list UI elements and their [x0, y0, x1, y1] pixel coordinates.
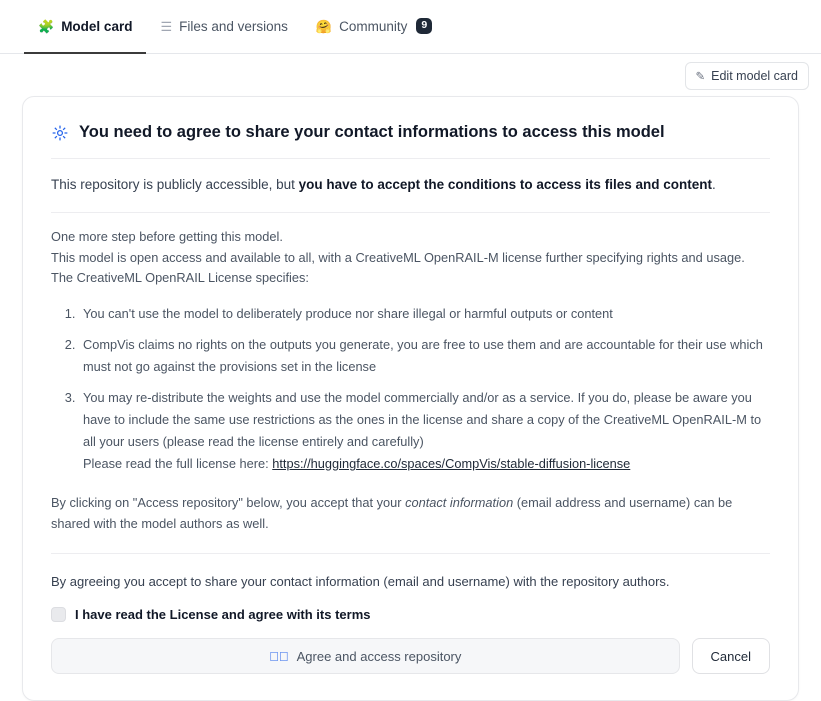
hugging-face-icon: 🤗: [315, 18, 333, 34]
license-agree-checkbox[interactable]: [51, 607, 66, 622]
gate-title-row: [51, 123, 770, 159]
tab-model-card-label: Model card: [61, 18, 133, 34]
consent-part-1: By clicking on "Access repository" below, you accept that your: [51, 495, 406, 511]
consent-part-2: (email address and username) can be shared with the model authors as well.: [51, 495, 733, 531]
tab-community-label: Community: [339, 18, 408, 34]
gate-paragraph-2: This model is open access and available to all, with a CreativeML OpenRAIL-M license further specifying rights and usage.: [51, 249, 745, 265]
agree-and-access-repository-button[interactable]: [51, 638, 680, 674]
cube-icon: 🧩: [38, 18, 55, 34]
license-agreement-row: [51, 607, 770, 622]
contact-consent-text: [51, 493, 770, 553]
edit-model-card-label: Edit model card: [711, 69, 798, 83]
license-term-2: CompVis claims no rights on the outputs you generate, you are free to use them and are accountable for their use which must not go against the provisions set in the license: [83, 337, 763, 375]
license-terms-list: [51, 303, 770, 475]
gate-lead-bold: you have to accept the conditions to access its files and content: [298, 177, 712, 192]
license-term-1: You can't use the model to deliberately produce nor share illegal or harmful outputs or content: [83, 306, 613, 322]
tab-community[interactable]: [302, 0, 446, 54]
file-list-icon: ☰: [160, 18, 173, 34]
gate-lead-prefix: This repository is publicly accessible, but: [51, 177, 299, 192]
page-title: You need to agree to share your contact informations to access this model: [79, 123, 665, 141]
consent-italic: contact information: [405, 495, 514, 511]
tab-bar: [0, 0, 821, 54]
community-count-badge: 9: [416, 18, 432, 34]
gate-paragraph-3: The CreativeML OpenRAIL License specifies:: [51, 270, 309, 286]
check-circle-icon: ✓⃝: [269, 648, 289, 664]
edit-toolbar: [0, 54, 821, 90]
agree-button-label: Agree and access repository: [296, 648, 462, 664]
cancel-button[interactable]: Cancel: [692, 638, 770, 674]
tab-model-card[interactable]: [24, 0, 146, 54]
gate-settings-icon: [51, 124, 69, 142]
license-link-prefix: Please read the full license here:: [83, 456, 273, 472]
gate-lead-suffix: .: [711, 177, 716, 192]
gate-actions: [51, 638, 770, 674]
license-term-3: You may re-distribute the weights and use the model commercially and/or as a service. If you do, please be aware you have to include the same use restrictions as the ones in the license and share a copy of the CreativeML OpenRAIL-M to all your users (please read the license entirely and carefully): [83, 390, 762, 450]
pencil-icon: ✎: [695, 71, 706, 83]
gated-model-card: [22, 96, 799, 701]
tab-files-and-versions-label: Files and versions: [179, 18, 288, 34]
list-item: [79, 303, 770, 325]
list-item: [79, 334, 770, 378]
edit-model-card-button[interactable]: [685, 62, 810, 90]
list-item: [79, 387, 770, 475]
agreement-summary-text: By agreeing you accept to share your contact information (email and username) with the repository authors.: [51, 573, 670, 589]
tab-files-and-versions[interactable]: [146, 0, 301, 54]
full-license-link[interactable]: https://huggingface.co/spaces/CompVis/stable-diffusion-license: [272, 456, 631, 472]
gate-paragraph-1: One more step before getting this model.: [51, 228, 283, 244]
gate-lead-text: [51, 159, 770, 213]
license-agree-label[interactable]: I have read the License and agree with its terms: [75, 607, 371, 623]
